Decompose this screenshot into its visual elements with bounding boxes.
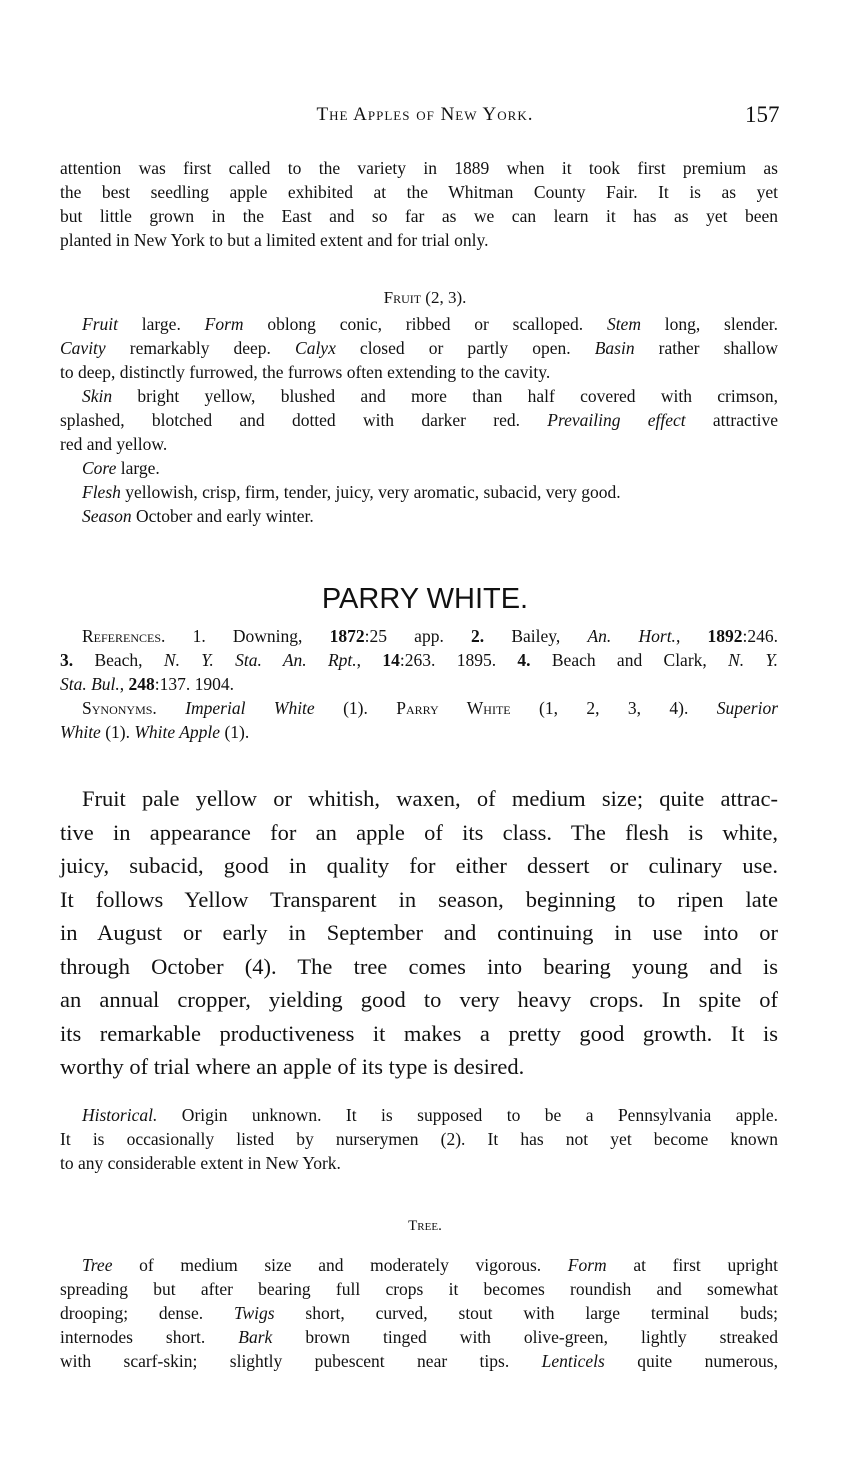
text-run: oblong conic, ribbed or scalloped. (243, 314, 607, 334)
italic-term: Basin (594, 338, 635, 358)
italic-term: Flesh (82, 482, 121, 502)
text-line (60, 672, 778, 696)
text-run: internodes short. (60, 1327, 239, 1347)
text-line (60, 312, 778, 336)
paragraph (60, 456, 778, 480)
italic-term: Calyx (295, 338, 336, 358)
text-line (60, 950, 778, 984)
text-run: Beach, (73, 650, 164, 670)
text-run: of medium size and moderately vigorous. (112, 1255, 568, 1275)
text-run: , (675, 626, 708, 646)
text-line (60, 720, 778, 744)
paragraph (60, 480, 778, 504)
text-run: but little grown in the East and so far as we can learn it has as yet been (60, 206, 778, 226)
text-run: an annual cropper, yielding good to very heavy crops. In spite of (60, 987, 778, 1012)
running-head: The Apples of New York. (316, 104, 534, 125)
text-run: , (119, 674, 129, 694)
text-run: in August or early in September and continuing in use into or (60, 920, 778, 945)
italic-term: Season (82, 506, 132, 526)
text-run: worthy of trial where an apple of its type is desired. (60, 1054, 525, 1079)
bold-number: 1872 (329, 626, 365, 646)
text-run: red and yellow. (60, 434, 168, 454)
text-run: tive in appearance for an apple of its class. The flesh is white, (60, 819, 778, 845)
italic-term: Cavity (60, 338, 106, 358)
text-line (60, 849, 778, 883)
text-line (60, 624, 778, 648)
text-run: , (356, 650, 383, 670)
text-line (60, 1277, 778, 1301)
smallcaps-label: Parry White (396, 698, 511, 718)
text-line (60, 336, 778, 360)
italic-term: Stem (606, 314, 641, 334)
text-line (60, 204, 778, 228)
text-run: Fruit pale yellow or whitish, waxen, of medium size; quite attrac- (82, 786, 778, 811)
text-run: attention was first called to the variety in 1889 when it took first premium as (60, 158, 778, 178)
text-run: yellowish, crisp, firm, tender, juicy, very aromatic, subacid, very good. (120, 482, 621, 502)
text-line (60, 1325, 778, 1349)
text-run: Beach and Clark, (530, 650, 729, 670)
text-run: rather shallow (634, 338, 779, 358)
italic-term: Imperial White (185, 698, 315, 718)
text-run: splashed, blotched and dotted with darker red. (60, 410, 548, 430)
text-run: (1). (314, 698, 397, 718)
smallcaps-label: References. (82, 626, 166, 646)
text-run: bright yellow, blushed and more than half covered with crimson, (112, 386, 778, 406)
text-run: attractive (685, 410, 778, 430)
text-run: :263. 1895. (399, 650, 518, 670)
smallcaps-label: Synonyms. (82, 698, 157, 718)
paragraph (60, 384, 778, 456)
paragraph (60, 696, 778, 744)
text-run: Origin unknown. It is supposed to be a Pennsylvania apple. (157, 1105, 778, 1125)
text-run: (1). (220, 722, 250, 742)
text-run: to deep, distinctly furrowed, the furrows often extending to the cavity. (60, 362, 551, 382)
paragraph (60, 504, 778, 528)
text-run: :246. (742, 626, 779, 646)
italic-term: Historical. (82, 1105, 158, 1125)
fruit-heading: Fruit (2, 3). (383, 288, 467, 307)
text-line (60, 983, 778, 1017)
text-line (60, 480, 778, 504)
text-run: long, slender. (640, 314, 778, 334)
bold-number: 14 (382, 650, 400, 670)
text-run: to any considerable extent in New York. (60, 1153, 341, 1173)
paragraph (60, 1103, 778, 1175)
italic-term: Superior (716, 698, 779, 718)
historical-note (60, 1103, 778, 1175)
text-run: It is occasionally listed by nurserymen (2). It has not yet become known (60, 1129, 778, 1149)
text-line (60, 782, 778, 816)
text-line (60, 228, 778, 252)
text-line (60, 1253, 778, 1277)
italic-term: Form (204, 314, 244, 334)
text-run: drooping; dense. (60, 1303, 235, 1323)
text-run: It follows Yellow Transparent in season, beginning to ripen late (60, 886, 778, 912)
text-line (60, 1103, 778, 1127)
text-line (60, 648, 778, 672)
italic-term: Form (567, 1255, 607, 1275)
text-run: closed or partly open. (335, 338, 595, 358)
text-line (60, 432, 778, 456)
text-run: planted in New York to but a limited extent and for trial only. (60, 230, 489, 250)
text-run: its remarkable productiveness it makes a pretty good growth. It is (60, 1020, 778, 1046)
text-line (60, 156, 778, 180)
text-line (60, 1050, 778, 1084)
tree-heading: Tree. (408, 1218, 442, 1234)
text-run: short, curved, stout with large terminal buds; (274, 1303, 778, 1323)
variety-description (60, 782, 778, 1084)
text-run: large. (116, 458, 160, 478)
tree-description (60, 1253, 778, 1373)
text-run: 1. Downing, (165, 626, 330, 646)
bold-number: 2. (471, 626, 485, 646)
text-line (60, 816, 778, 850)
text-run: (1). (100, 722, 135, 742)
italic-term: An. Hort. (587, 626, 676, 646)
italic-term: Fruit (82, 314, 118, 334)
italic-term: Prevailing effect (547, 410, 686, 430)
text-run: juicy, subacid, good in quality for either dessert or culinary use. (60, 853, 778, 878)
bold-number: 4. (517, 650, 531, 670)
intro-text (60, 156, 778, 252)
text-line (60, 696, 778, 720)
text-run: :25 app. (364, 626, 472, 646)
text-line (60, 1349, 778, 1373)
text-run: brown tinged with olive-green, lightly streaked (272, 1327, 778, 1347)
text-run: October and early winter. (131, 506, 314, 526)
italic-term: White Apple (134, 722, 221, 742)
text-line (60, 360, 778, 384)
text-line (60, 1151, 778, 1175)
text-run: Bailey, (484, 626, 588, 646)
text-line (60, 456, 778, 480)
italic-term: N. Y. (728, 650, 779, 670)
text-run (157, 698, 185, 718)
italic-term: Lenticels (541, 1351, 605, 1371)
italic-term: Tree (82, 1255, 113, 1275)
paragraph (60, 782, 778, 1084)
text-run: spreading but after bearing full crops it becomes roundish and somewhat (60, 1279, 778, 1299)
fruit-description (60, 312, 778, 528)
bold-number: 1892 (707, 626, 743, 646)
text-run: with scarf-skin; slightly pubescent near tips. (60, 1351, 542, 1371)
text-line (60, 1301, 778, 1325)
italic-term: Bark (238, 1327, 273, 1347)
text-run: :137. 1904. (154, 674, 235, 694)
text-run: large. (117, 314, 205, 334)
italic-term: N. Y. Sta. An. Rpt. (163, 650, 357, 670)
italic-term: Twigs (234, 1303, 275, 1323)
text-run: through October (4). The tree comes into bearing young and is (60, 953, 778, 979)
paragraph (60, 156, 778, 252)
text-line (60, 180, 778, 204)
bold-number: 248 (128, 674, 155, 694)
references-block (60, 624, 778, 744)
italic-term: Skin (82, 386, 113, 406)
paragraph (60, 624, 778, 696)
text-line (60, 408, 778, 432)
variety-title: PARRY WHITE. (321, 583, 529, 615)
text-line (60, 916, 778, 950)
text-run: the best seedling apple exhibited at the Whitman County Fair. It is as yet (60, 182, 778, 202)
text-line (60, 1017, 778, 1051)
text-run: remarkably deep. (105, 338, 296, 358)
text-run: (1, 2, 3, 4). (510, 698, 717, 718)
italic-term: Sta. Bul. (60, 674, 120, 694)
text-run: at first upright (606, 1255, 778, 1275)
page-number: 157 (745, 102, 780, 127)
italic-term: White (60, 722, 101, 742)
bold-number: 3. (60, 650, 74, 670)
text-run: quite numerous, (604, 1351, 778, 1371)
text-line (60, 384, 778, 408)
text-line (60, 504, 778, 528)
text-line (60, 1127, 778, 1151)
text-line (60, 883, 778, 917)
paragraph (60, 1253, 778, 1373)
italic-term: Core (82, 458, 117, 478)
paragraph (60, 312, 778, 384)
